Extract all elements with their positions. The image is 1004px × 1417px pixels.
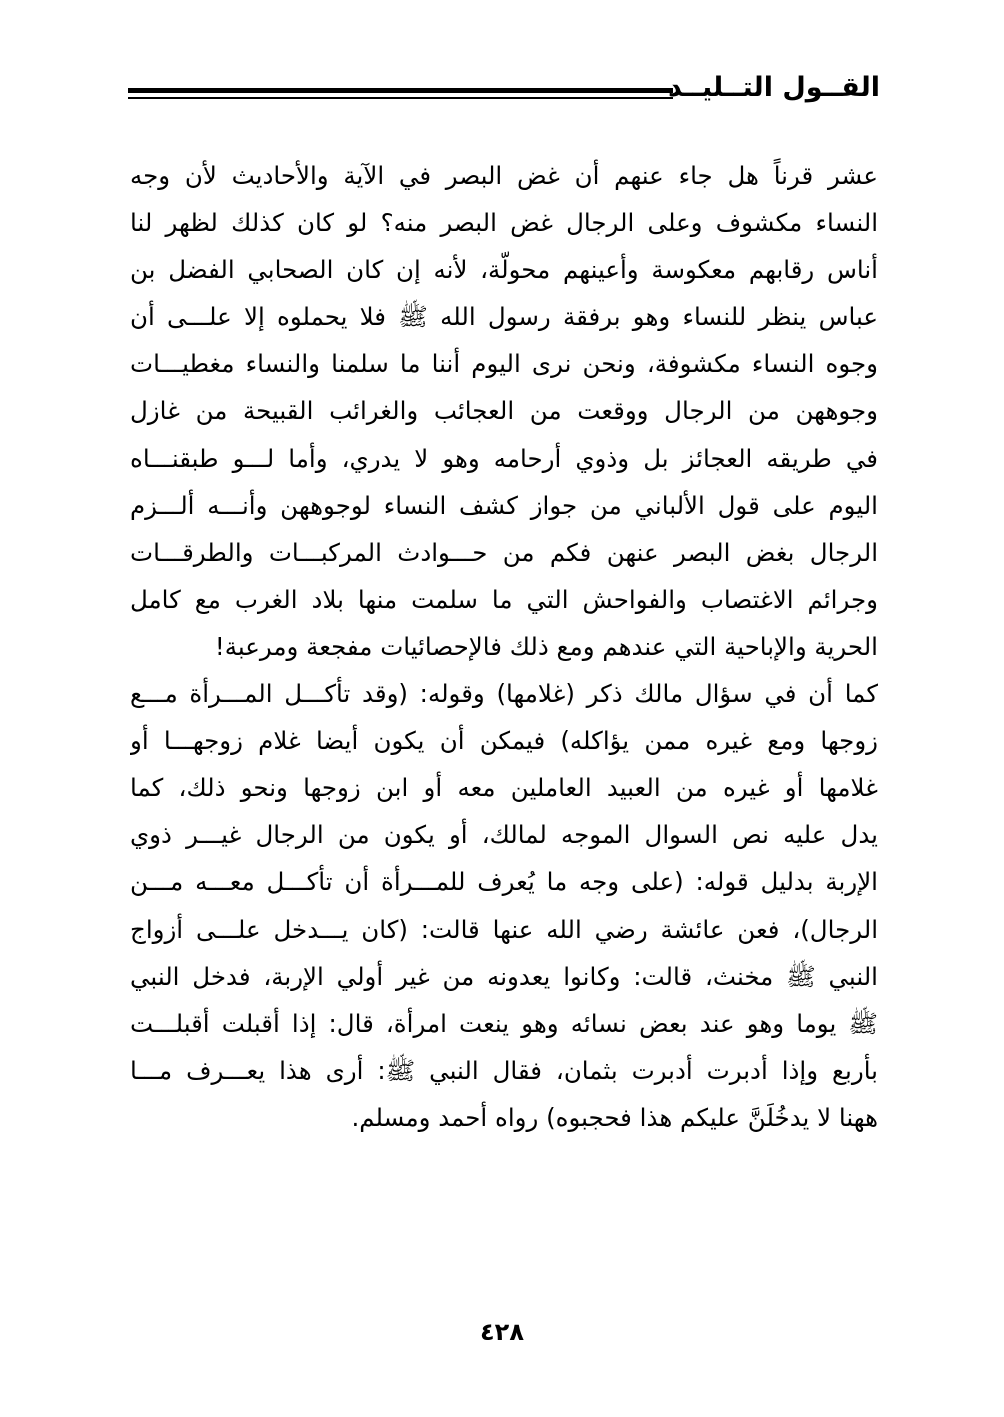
text-line: زوجها ومع غيره ممن يؤاكله) فيمكن أن يكون أيضا غلام زوجهـــا أو — [130, 726, 878, 756]
text-line: النساء مكشوف وعلى الرجال غض البصر منه؟ لو كان كذلك لظهر لنا — [130, 208, 878, 238]
body-text — [130, 152, 878, 1141]
paragraph-end-line: الحرية والإباحية التي عندهم ومع ذلك فالإحصائيات مفجعة ومرعبة! — [214, 631, 878, 661]
text-line: عشر قرناً هل جاء عنهم أن غض البصر في الآية والأحاديث لأن وجه — [130, 161, 878, 190]
text-line: اليوم على قول الألباني من جواز كشف النساء لوجوههن وأنـــه ألـــزم — [130, 490, 878, 520]
text-line: الإربة بدليل قوله: (على وجه ما يُعرف للمـــرأة أن تأكـــل معـــه مـــن — [130, 867, 878, 897]
text-line: أناس رقابهم معكوسة وأعينهم محولّة، لأنه إن كان الصحابي الفضل بن — [130, 255, 878, 285]
text-line: وجوههن من الرجال ووقعت من العجائب والغرائب القبيحة من غازل — [130, 396, 878, 426]
text-line: ﷺ يوما وهو عند بعض نسائه وهو ينعت امرأة، قال: إذا أقبلت أقبلـــت — [130, 1008, 878, 1038]
text-line: النبي ﷺ مخنث، قالت: وكانوا يعدونه من غير أولي الإربة، فدخل النبي — [130, 961, 878, 991]
text-line: بأربع وإذا أدبرت أدبرت بثمان، فقال النبي ﷺ: أرى هذا يعـــرف مـــا — [130, 1055, 878, 1085]
header-rule-thin — [128, 97, 673, 99]
text-line: وجوه النساء مكشوفة، ونحن نرى اليوم أننا ما سلمنا والنساء مغطيـــات — [130, 349, 878, 379]
text-line: في طريقه العجائز بل وذوي أرحامه وهو لا يدري، وأما لـــو طبقنـــاه — [130, 443, 878, 473]
text-line: عباس ينظر للنساء وهو برفقة رسول الله ﷺ فلا يحملوه إلا علـــى أن — [130, 302, 878, 332]
header-rule-thick — [128, 88, 673, 93]
page-number: ٤٢٨ — [480, 1318, 524, 1346]
text-line: وجرائم الاغتصاب والفواحش التي ما سلمت منها بلاد الغرب مع كامل — [130, 584, 878, 614]
page-header — [128, 70, 880, 110]
text-line: الرجال بغض البصر عنهن فكم من حـــوادث المركبـــات والطرقـــات — [130, 537, 878, 567]
paragraph-end-line: ههنا لا يدخُلَنَّ عليكم هذا فحجبوه) رواه أحمد ومسلم. — [351, 1102, 878, 1132]
running-header-title: القــول التــليــد — [667, 72, 880, 103]
text-line: الرجال)، فعن عائشة رضي الله عنها قالت: (كان يـــدخل علـــى أزواج — [130, 914, 878, 944]
text-line: كما أن في سؤال مالك ذكر (غلامها) وقوله: (وقد تأكـــل المـــرأة مـــع — [130, 679, 878, 709]
text-line: يدل عليه نص السوال الموجه لمالك، أو يكون من الرجال غيـــر ذوي — [130, 820, 878, 850]
text-line: غلامها أو غيره من العبيد العاملين معه أو ابن زوجها ونحو ذلك، كما — [130, 773, 878, 803]
